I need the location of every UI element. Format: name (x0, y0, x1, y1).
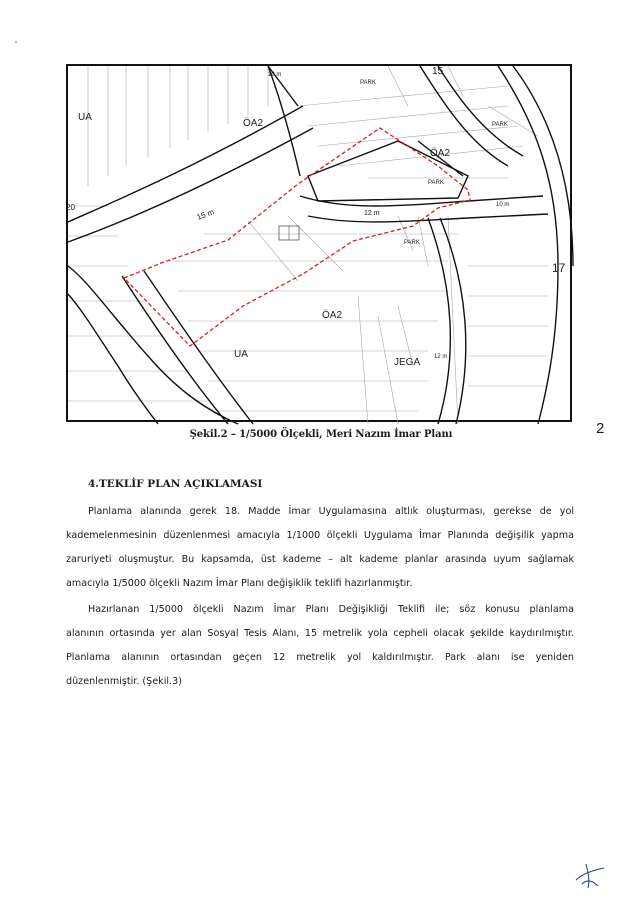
label-park-top: PARK (360, 80, 376, 86)
label-road-10-right: 10 m (496, 202, 510, 208)
paragraph-1-line: Planlama alanında gerek 18. Madde İmar Uygulamasına altlık oluşturması, gerekse de yol (88, 506, 574, 517)
label-park-right: PARK (492, 122, 508, 128)
label-ua-top: UA (78, 112, 92, 123)
paragraph-1 (66, 500, 574, 596)
label-17: 17 (552, 261, 566, 275)
label-ua-bottom: UA (234, 349, 248, 360)
label-oa2-top: ÖA2 (243, 118, 264, 129)
label-road-12: 12 m (364, 210, 380, 217)
paragraph-1-line: kademelenmesinin düzenlenmesi amacıyla 1/1000 ölçekli Uygulama İmar Planında değişilik yapma (66, 530, 574, 541)
label-park-lower: PARK (404, 240, 420, 246)
plan-map (66, 64, 572, 422)
signature (572, 860, 608, 890)
label-road-15-top: 15 (432, 66, 444, 77)
figure-caption: Şekil.2 – 1/5000 Ölçekli, Meri Nazım İmar Planı (189, 429, 453, 440)
label-20: 20 (66, 203, 75, 212)
label-road-15-diag: 15 m (195, 207, 216, 222)
paragraph-1-line: amacıyla 1/5000 ölçekli Nazım İmar Planı değişiklik teklifi hazırlanmıştır. (66, 578, 413, 589)
paragraph-2-line: düzenlenmiştir. (Şekil.3) (66, 676, 182, 687)
scan-dot (15, 41, 17, 43)
label-road-10-top: 10 m (268, 72, 282, 78)
parcel-lines (68, 66, 548, 424)
label-park-mid: PARK (428, 180, 444, 186)
label-oa2-center: ÖA2 (430, 148, 451, 159)
plan-map-drawing (68, 66, 574, 424)
paragraph-2-line: alanının ortasında yer alan Sosyal Tesis Alanı, 15 metrelik yola cepheli olacak şekilde kaydırılmıştır. (66, 628, 574, 639)
paragraph-1-line: zaruriyeti oluşmuştur. Bu kapsamda, üst kademe – alt kademe planlar arasında uyum sağlamak (66, 554, 574, 565)
paragraph-2 (66, 598, 574, 694)
label-oa2-bottom: ÖA2 (322, 310, 343, 321)
section-heading: 4.TEKLİF PLAN AÇIKLAMASI (88, 478, 263, 490)
label-jega: JEGA (394, 357, 421, 368)
page-number: 2 (596, 420, 605, 437)
label-road-12-lower: 12 m (434, 354, 448, 360)
paragraph-2-line: Planlama alanının ortasından geçen 12 metrelik yol kaldırılmıştır. Park alanı ise yeniden (66, 652, 574, 663)
paragraph-2-line: Hazırlanan 1/5000 ölçekli Nazım İmar Planı Değişikliği Teklifi ile; söz konusu planlama (88, 604, 574, 615)
road-lines (68, 66, 573, 424)
